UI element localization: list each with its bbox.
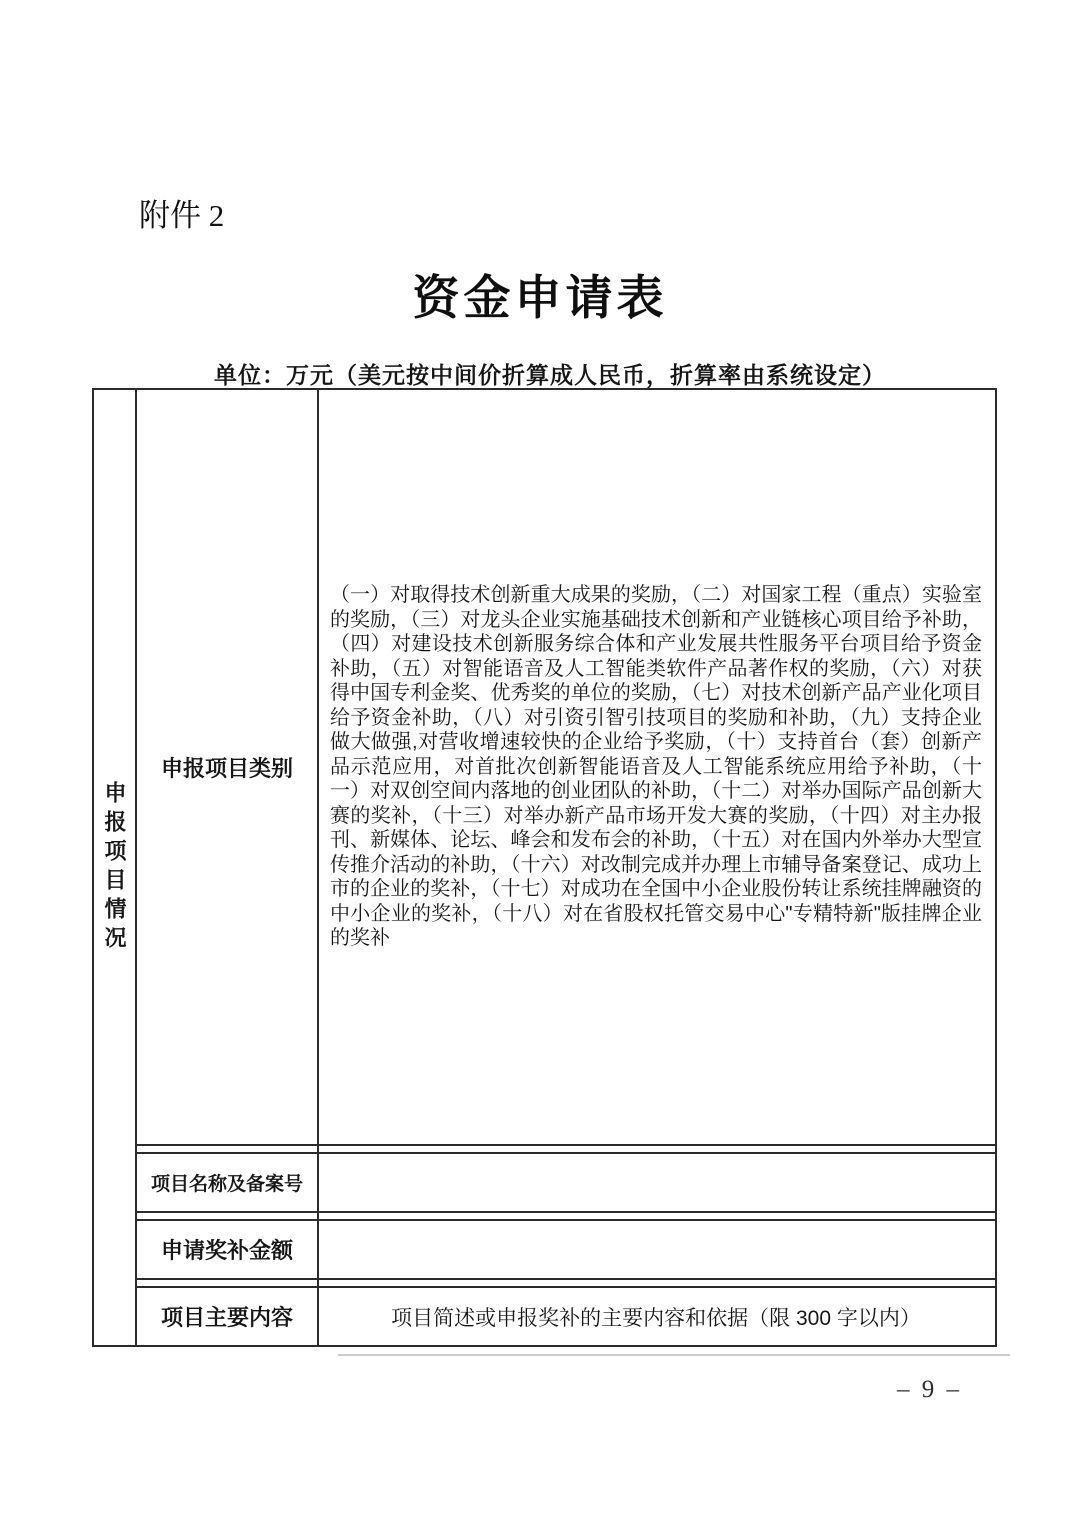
row-label-main-content: 项目主要内容 xyxy=(160,1305,293,1330)
column-divider xyxy=(317,390,319,1345)
category-list-text: （一）对取得技术创新重大成果的奖励，（二）对国家工程（重点）实验室的奖励，（三）对龙头企业实施基础技术创新和产业链核心项目给予补助，（四）对建设技术创新服务综合体和产业发展共性服务平台项目给予资金补助，（五）对智能语音及人工智能类软件产品著作权的奖励，（六）对获得中国专利金奖、优秀奖的单位的奖励，（七）对技术创新产品产业化项目给予资金补助，（八）对引资引智引技项目的奖励和补助，（九）支持企业做大做强,对营收增速较快的企业给予奖励，（十）支持首台（套）创新产品示范应用，对首批次创新智能语音及人工智能系统应用给予补助，（十一）对双创空间内落地的创业团队的补助，（十二）对举办国际产品创新大赛的奖补，（十三）对举办新产品市场开发大赛的奖励，（十四）对主办报刊、新媒体、论坛、峰会和发布会的补助，（十五）对在国内外举办大型宣传推介活动的补助，（十六）对改制完成并办理上市辅导备案登记、成功上市的企业的奖补，（十七）对成功在全国中小企业股份转让系统挂牌融资的中小企业的奖补，（十八）对在省股权托管交易中心"专精特新"版挂牌企业的奖补 xyxy=(330,584,982,950)
row-separator xyxy=(137,1211,995,1221)
row-label-amount: 申请奖补金额 xyxy=(160,1238,293,1263)
unit-note: 单位：万元（美元按中间价折算成人民币，折算率由系统设定） xyxy=(214,362,886,388)
section-header-cell xyxy=(94,390,137,1345)
row-label-category: 申报项目类别 xyxy=(160,755,293,781)
attachment-label: 附件 2 xyxy=(139,198,225,233)
table-rows-area xyxy=(137,390,995,1345)
section-header-vertical-text: 申报项目情况 xyxy=(102,780,127,955)
row-separator xyxy=(137,1144,995,1154)
table-row-amount xyxy=(137,1221,995,1278)
table-row-category xyxy=(137,390,995,1144)
application-table xyxy=(92,388,997,1347)
amount-empty-cell xyxy=(317,1221,995,1278)
row-separator xyxy=(137,1278,995,1288)
table-row-main-content xyxy=(137,1288,995,1345)
scan-artifact-line xyxy=(338,1354,1010,1356)
row-label-project-name: 项目名称及备案号 xyxy=(150,1174,303,1195)
page-title: 资金申请表 xyxy=(412,273,668,325)
main-content-note: 项目简述或申报奖补的主要内容和依据（限 300 字以内） xyxy=(391,1306,921,1330)
table-row-project-name xyxy=(137,1154,995,1211)
page-number: – 9 – xyxy=(897,1376,962,1403)
project-name-empty-cell xyxy=(317,1154,995,1211)
